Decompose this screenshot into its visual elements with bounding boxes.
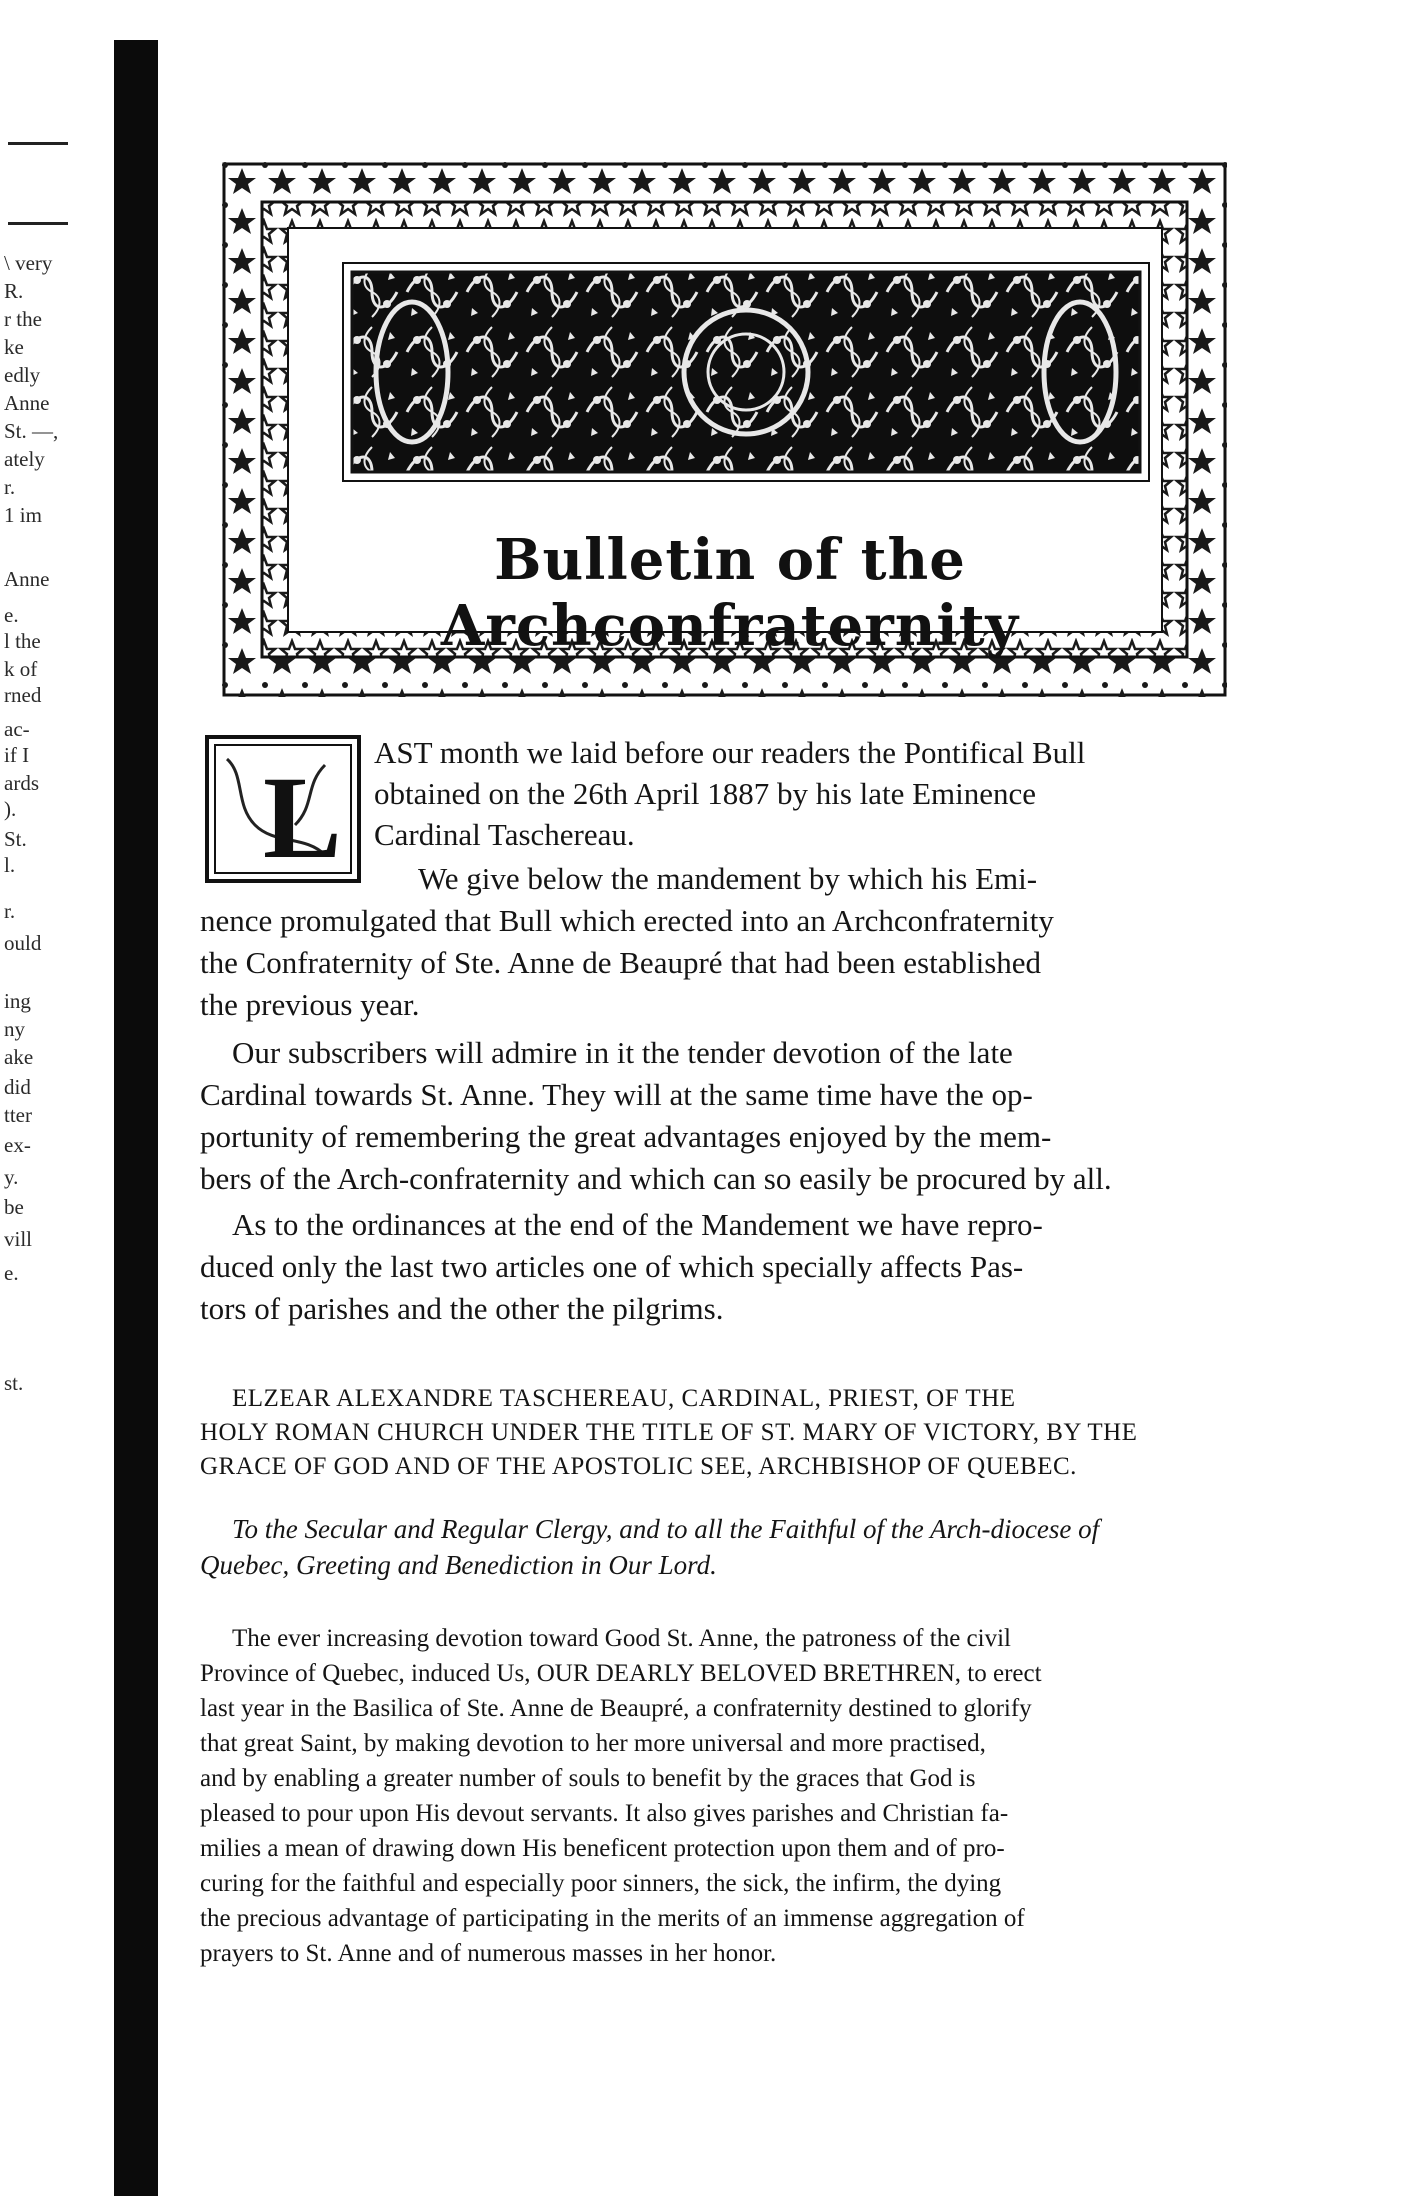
intro-line: portunity of remembering the great advantages enjoyed by the mem- [200, 1119, 1052, 1154]
body-line: the precious advantage of participating in the merits of an immense aggregation of [200, 1905, 1025, 1932]
intro-line: Cardinal towards St. Anne. They will at the same time have the op- [200, 1077, 1033, 1112]
margin-fragment: ex- [4, 1133, 31, 1157]
intro-line: nence promulgated that Bull which erected into an Archconfraternity [200, 903, 1054, 938]
intro-line: the previous year. [200, 987, 420, 1022]
margin-fragment: e. [4, 603, 19, 627]
intro-line: Our subscribers will admire in it the tender devotion of the late [232, 1035, 1013, 1070]
margin-fragment: ing [4, 989, 31, 1013]
intro-line: We give below the mandement by which his Emi- [418, 861, 1038, 896]
body-line: and by enabling a greater number of souls to benefit by the graces that God is [200, 1765, 976, 1792]
drop-cap-letter: L [263, 752, 342, 883]
binding-shadow [114, 40, 158, 2196]
body-line: milies a mean of drawing down His beneficent protection upon them and of pro- [200, 1835, 1005, 1862]
engraved-banner [342, 262, 1150, 482]
drop-cap-initial [205, 735, 361, 883]
margin-fragment: ake [4, 1045, 34, 1069]
body-line: last year in the Basilica of Ste. Anne de Beaupré, a confraternity destined to glorify [200, 1695, 1032, 1722]
margin-fragment: rned [4, 683, 42, 707]
margin-rule [8, 142, 68, 145]
page-title: Bulletin of the Archconfraternity [440, 527, 1020, 659]
margin-fragment: ). [4, 797, 17, 821]
margin-rule [8, 222, 68, 225]
heading-line: ELZEAR ALEXANDRE TASCHEREAU, CARDINAL, PRIEST, OF THE [232, 1385, 1016, 1412]
margin-fragment: r. [4, 899, 16, 923]
margin-fragment: if I [4, 743, 30, 767]
margin-fragment: St. [4, 827, 27, 851]
intro-line: bers of the Arch-confraternity and which can so easily be procured by all. [200, 1161, 1112, 1196]
facing-page-margin [0, 150, 100, 1650]
margin-fragment: r the [4, 307, 42, 331]
body-line: prayers to St. Anne and of numerous masses in her honor. [200, 1940, 777, 1967]
salutation-line: Quebec, Greeting and Benediction in Our Lord. [200, 1550, 717, 1580]
margin-fragment: e. [4, 1261, 19, 1285]
margin-fragment: 1 im [4, 503, 42, 527]
margin-fragment: l the [4, 629, 41, 653]
intro-line: As to the ordinances at the end of the Mandement we have repro- [232, 1207, 1043, 1242]
margin-fragment: vill [4, 1227, 33, 1251]
margin-fragment: ke [4, 335, 24, 359]
intro-line: the Confraternity of Ste. Anne de Beaupré that had been established [200, 945, 1042, 980]
intro-line: tors of parishes and the other the pilgrims. [200, 1291, 724, 1326]
margin-fragment: r. [4, 475, 16, 499]
body-line: pleased to pour upon His devout servants. It also gives parishes and Christian fa- [200, 1800, 1009, 1827]
margin-fragment: Anne [4, 391, 50, 415]
body-line: that great Saint, by making devotion to her more universal and more practised, [200, 1730, 986, 1757]
body-line: The ever increasing devotion toward Good St. Anne, the patroness of the civil [232, 1625, 1011, 1652]
margin-fragment: ny [4, 1017, 25, 1041]
heading-line: HOLY ROMAN CHURCH UNDER THE TITLE OF ST. MARY OF VICTORY, BY THE [200, 1419, 1138, 1446]
intro-line: Cardinal Taschereau. [374, 817, 635, 852]
intro-line: duced only the last two articles one of which specially affects Pas- [200, 1249, 1024, 1284]
body-line: curing for the faithful and especially poor sinners, the sick, the infirm, the dying [200, 1870, 1002, 1897]
margin-fragment: R. [4, 279, 24, 303]
margin-fragment: l. [4, 853, 16, 877]
margin-fragment: st. [4, 1371, 24, 1395]
margin-fragment: be [4, 1195, 24, 1219]
margin-fragment: ac- [4, 717, 30, 741]
intro-line: obtained on the 26th April 1887 by his late Eminence [374, 776, 1037, 811]
margin-fragment: \ very [4, 251, 53, 275]
margin-fragment: edly [4, 363, 41, 387]
margin-fragment: ately [4, 447, 45, 471]
margin-fragment: St. —, [4, 419, 59, 443]
intro-line: AST month we laid before our readers the Pontifical Bull [374, 735, 1086, 770]
margin-fragment: did [4, 1075, 31, 1099]
margin-fragment: Anne [4, 567, 50, 591]
heading-line: GRACE OF GOD AND OF THE APOSTOLIC SEE, ARCHBISHOP OF QUEBEC. [200, 1453, 1077, 1480]
margin-fragment: ards [4, 771, 39, 795]
margin-fragment: k of [4, 657, 38, 681]
margin-fragment: y. [4, 1165, 19, 1189]
margin-fragment: tter [4, 1103, 32, 1127]
body-line: Province of Quebec, induced Us, OUR DEARLY BELOVED BRETHREN, to erect [200, 1660, 1042, 1687]
margin-fragment: ould [4, 931, 42, 955]
salutation-line: To the Secular and Regular Clergy, and to all the Faithful of the Arch-diocese of [232, 1514, 1100, 1544]
